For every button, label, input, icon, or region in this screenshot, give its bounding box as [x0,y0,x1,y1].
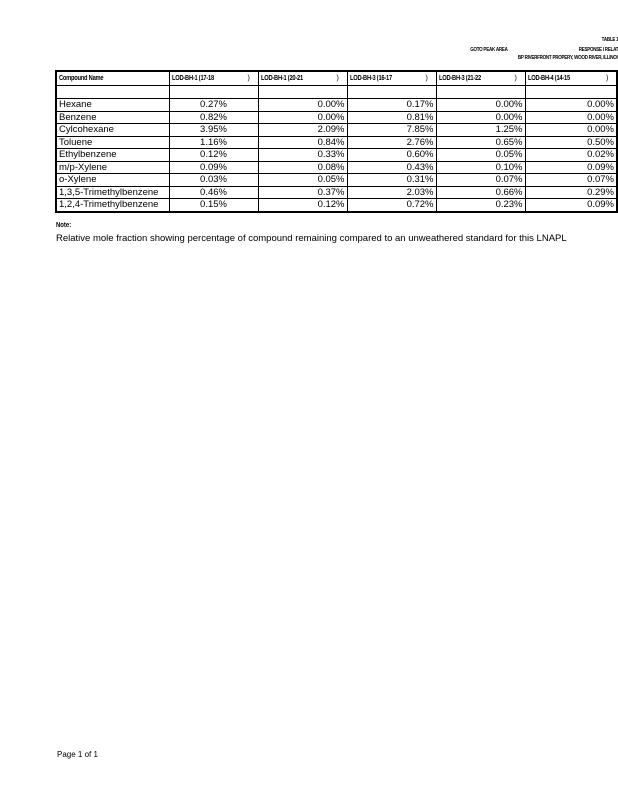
compound-name-cell: Toluene [56,136,169,149]
report-subtitle: RESPONSE I RELAT [578,47,618,53]
table-row [56,124,617,137]
value-cell: 0.60% [347,149,436,162]
compound-name-cell: o-Xylene [56,174,169,187]
value-cell: 0.09% [169,161,258,174]
value-cell: 1.25% [436,124,525,137]
table-row [56,174,617,187]
value-cell: 0.09% [525,161,617,174]
value-cell: 0.50% [525,136,617,149]
column-header-sample: LOD-BH-1 (17-18 ) [169,71,258,86]
table-row [56,136,617,149]
column-header-sample: LOD-BH-1 (20-21 ) [258,71,347,86]
value-cell: 0.84% [258,136,347,149]
value-cell: 3.95% [169,124,258,137]
column-header-compound: Compound Name [56,71,169,86]
value-cell: 0.33% [258,149,347,162]
table-number: TABLE 1 [601,37,618,43]
value-cell: 0.00% [525,124,617,137]
value-cell: 0.46% [169,186,258,199]
value-cell: 0.00% [525,99,617,112]
value-cell: 1.16% [169,136,258,149]
value-cell: 7.85% [347,124,436,137]
value-cell: 0.02% [525,149,617,162]
note-text: Relative mole fraction showing percentage of compound remaining compared to an unweathered standard for this LNAPL [56,233,567,244]
table-row [56,199,617,212]
property-location: BP RIVERFRONT PROPERY, WOOD RIVER, ILLINOI [518,55,618,61]
value-cell: 0.00% [525,111,617,124]
value-cell: 0.09% [525,199,617,212]
value-cell: 0.05% [258,174,347,187]
value-cell: 0.00% [258,99,347,112]
value-cell: 0.29% [525,186,617,199]
column-header-sample: LOD-BH-3 (21-22 ) [436,71,525,86]
column-header-sample: LOD-BH-3 (16-17 ) [347,71,436,86]
compound-name-cell: Ethylbenzene [56,149,169,162]
column-header-sample: LOD-BH-4 (14-15 ) [525,71,617,86]
value-cell: 0.27% [169,99,258,112]
value-cell: 0.37% [258,186,347,199]
table-row [56,111,617,124]
compound-name-cell: Benzene [56,111,169,124]
value-cell: 0.31% [347,174,436,187]
page-number: Page 1 of 1 [57,750,98,759]
value-cell: 0.72% [347,199,436,212]
value-cell: 0.05% [436,149,525,162]
value-cell: 0.07% [436,174,525,187]
table-row [56,186,617,199]
value-cell: 0.23% [436,199,525,212]
value-cell: 0.81% [347,111,436,124]
report-area-label: GOTO PEAK AREA [470,47,508,53]
value-cell: 0.00% [436,99,525,112]
compound-table [55,70,618,213]
spacer-row [56,86,617,99]
value-cell: 0.03% [169,174,258,187]
table-header-row [56,71,617,86]
value-cell: 2.09% [258,124,347,137]
value-cell: 0.10% [436,161,525,174]
value-cell: 0.12% [258,199,347,212]
value-cell: 0.43% [347,161,436,174]
value-cell: 0.08% [258,161,347,174]
value-cell: 0.07% [525,174,617,187]
compound-name-cell: Cylcohexane [56,124,169,137]
table-row [56,161,617,174]
compound-name-cell: 1,2,4-Trimethylbenzene [56,199,169,212]
value-cell: 0.66% [436,186,525,199]
value-cell: 0.65% [436,136,525,149]
compound-name-cell: 1,3,5-Trimethylbenzene [56,186,169,199]
value-cell: 2.76% [347,136,436,149]
value-cell: 2.03% [347,186,436,199]
value-cell: 0.82% [169,111,258,124]
table-row [56,149,617,162]
compound-name-cell: Hexane [56,99,169,112]
value-cell: 0.00% [436,111,525,124]
note-label: Note: [56,222,72,229]
value-cell: 0.17% [347,99,436,112]
table-row [56,99,617,112]
value-cell: 0.00% [258,111,347,124]
compound-name-cell: m/p-Xylene [56,161,169,174]
value-cell: 0.12% [169,149,258,162]
value-cell: 0.15% [169,199,258,212]
